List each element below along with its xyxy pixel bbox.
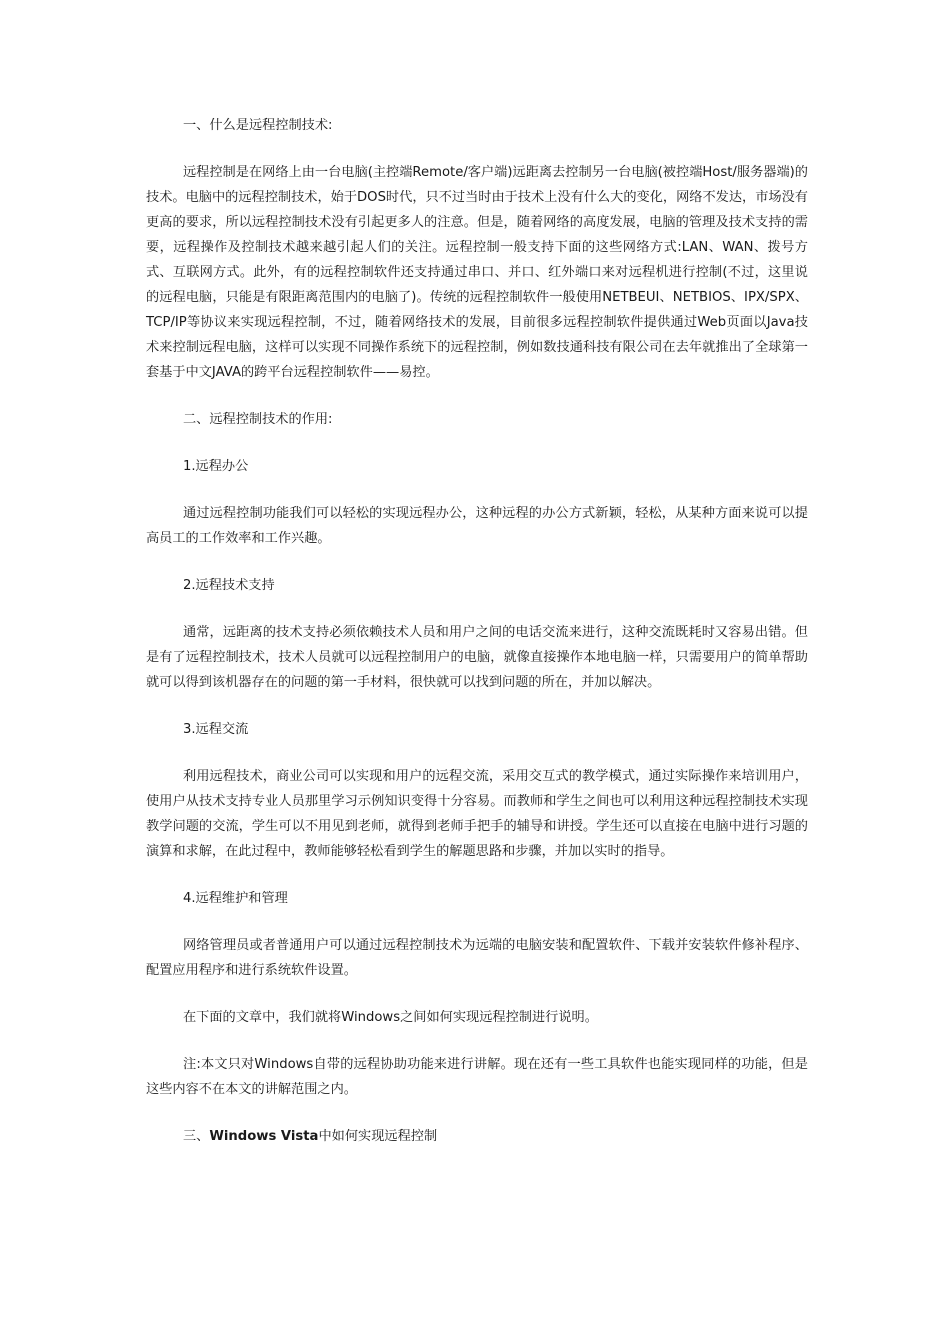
section-heading-2-text: 二、远程控制技术的作用: [182,412,333,427]
section-heading-3 [146,1124,808,1149]
paragraph-remote-communication: 利用远程技术，商业公司可以实现和用户的远程交流，采用交互式的教学模式，通过实际操作来培训用户，使用户从技术支持专业人员那里学习示例知识变得十分容易。而教师和学生之间也可以利用这种远程控制技术实现教学问题的交流，学生可以不用见到老师，就得到老师手把手的辅导和讲授。学生还可以直接在电脑中进行习题的演算和求解，在此过程中，教师能够轻松看到学生的解题思路和步骤，并加以实时的指导。 [146,769,808,859]
subheading-remote-office: 1.远程办公 [182,459,249,474]
subheading-remote-maintenance: 4.远程维护和管理 [182,891,288,906]
section-heading-3-bold: Windows Vista [209,1129,319,1144]
paragraph-remote-maintenance: 网络管理员或者普通用户可以通过远程控制技术为远端的电脑安装和配置软件、下载并安装软件修补程序、配置应用程序和进行系统软件设置。 [146,938,808,978]
section-heading-3-suffix: 中如何实现远程控制 [318,1129,438,1144]
paragraph-definition: 远程控制是在网络上由一台电脑(主控端Remote/客户端)远距离去控制另一台电脑(被控端Host/服务器端)的技术。电脑中的远程控制技术，始于DOS时代，只不过当时由于技术上没有什么大的变化，网络不发达，市场没有更高的要求，所以远程控制技术没有引起更多人的注意。但是，随着网络的高度发展，电脑的管理及技术支持的需要，远程操作及控制技术越来越引起人们的关注。远程控制一般支持下面的这些网络方式:LAN、WAN、拨号方式、互联网方式。此外，有的远程控制软件还支持通过串口、并口、红外端口来对远程机进行控制(不过，这里说的远程电脑，只能是有限距离范围内的电脑了)。传统的远程控制软件一般使用NETBEUI、NETBIOS、IPX/SPX、TCP/IP等协议来实现远程控制，不过，随着网络技术的发展，目前很多远程控制软件提供通过Web页面以Java技术来控制远程电脑，这样可以实现不同操作系统下的远程控制，例如数技通科技有限公司在去年就推出了全球第一套基于中文JAVA的跨平台远程控制软件——易控。 [146,165,808,380]
subheading-remote-support: 2.远程技术支持 [182,578,275,593]
subheading-remote-communication: 3.远程交流 [182,722,249,737]
paragraph-remote-support: 通常，远距离的技术支持必须依赖技术人员和用户之间的电话交流来进行，这种交流既耗时又容易出错。但是有了远程控制技术，技术人员就可以远程控制用户的电脑，就像直接操作本地电脑一样，只需要用户的简单帮助就可以得到该机器存在的问题的第一手材料，很快就可以找到问题的所在，并加以解决。 [146,625,808,690]
paragraph-remote-office: 通过远程控制功能我们可以轻松的实现远程办公，这种远程的办公方式新颖，轻松，从某种方面来说可以提高员工的工作效率和工作兴趣。 [146,506,808,546]
document-body [146,113,808,1171]
paragraph-intro-windows: 在下面的文章中，我们就将Windows之间如何实现远程控制进行说明。 [182,1010,598,1025]
section-heading-2 [146,407,808,432]
section-heading-3-prefix: 三、 [182,1129,210,1144]
paragraph-note: 注:本文只对Windows自带的远程协助功能来进行讲解。现在还有一些工具软件也能实现同样的功能，但是这些内容不在本文的讲解范围之内。 [146,1057,808,1097]
section-heading-1-text: 一、什么是远程控制技术: [182,118,333,133]
section-heading-1 [146,113,808,138]
